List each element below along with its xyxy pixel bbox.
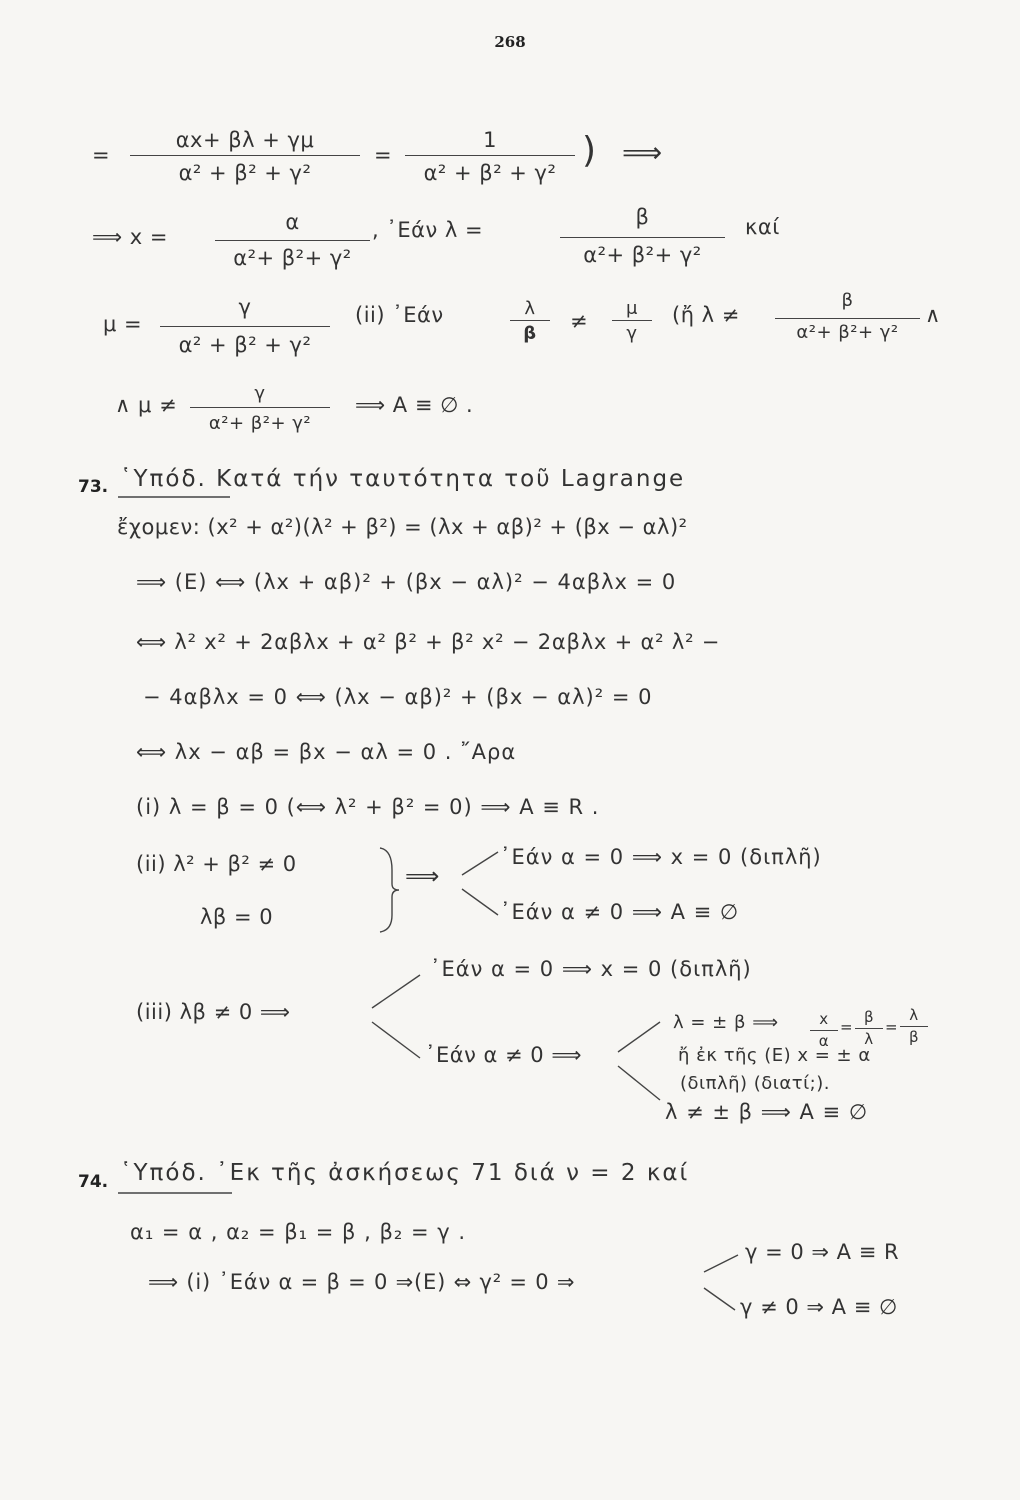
ex73-sub-2: ἤ ἐκ τῆς (E) x = ± α xyxy=(678,1045,871,1066)
page-number: 268 xyxy=(494,33,526,51)
ex73-line-5: − 4αβλx = 0 ⟺ (λx − αβ)² + (βx − αλ)² = 0 xyxy=(143,685,653,709)
eq2-mid: , ᾿Εάν λ = xyxy=(372,218,484,242)
eq1-prefix: = xyxy=(92,143,111,167)
eq-sign-2: = xyxy=(885,1018,899,1036)
eq1-frac1-denominator: α² + β² + γ² xyxy=(178,161,312,185)
ex73-line-6: ⟺ λx − αβ = βx − αλ = 0 . ῎Αρα xyxy=(136,740,517,764)
ex73-line-3: ⟹ (E) ⟺ (λx + αβ)² + (βx − αλ)² − 4αβλx = 0 xyxy=(136,570,677,594)
ex73-sub-branch-up xyxy=(618,1022,660,1052)
eq-sign: = xyxy=(840,1018,854,1036)
ex73-sub-1-prefix: λ = ± β ⟹ xyxy=(673,1012,779,1033)
ex73-ii-branch-down xyxy=(462,889,498,915)
eq4-suffix: ⟹ A ≡ ∅ . xyxy=(355,393,474,417)
ex74-branch-2: γ ≠ 0 ⇒ A ≡ ∅ xyxy=(740,1295,898,1319)
ex73-case-iii-condition: (iii) λβ ≠ 0 ⟹ xyxy=(136,1000,291,1024)
exercise-73-number: 73. xyxy=(78,477,109,497)
eq4-prefix: ∧ μ ≠ xyxy=(115,393,178,417)
eq3-frac-numerator: γ xyxy=(238,295,252,319)
eq3-frac3-numerator: μ xyxy=(626,298,638,319)
eq3-case-ii: (ii) ᾿Εάν xyxy=(355,303,444,327)
eq1-frac2-numerator: 1 xyxy=(483,128,497,152)
ex73-iii-branch-up xyxy=(372,975,420,1008)
ex73-sub-3: (διπλῆ) (διατί;). xyxy=(680,1073,830,1094)
eq3-neq: ≠ xyxy=(570,309,589,333)
eq3-frac2-numerator: λ xyxy=(524,298,536,319)
frac-b-numerator: β xyxy=(863,1008,875,1026)
eq2-kai: καί xyxy=(745,215,780,239)
ex74-line-2: α₁ = α , α₂ = β₁ = β , β₂ = γ . xyxy=(130,1220,467,1244)
eq3-frac4-numerator: β xyxy=(841,290,854,311)
ex73-case-ii-condition-2: λβ = 0 xyxy=(200,905,274,929)
ex74-line-1: ῾Υπόδ. ᾿Εκ τῆς ἀσκήσεως 71 διά ν = 2 καί xyxy=(120,1160,690,1186)
frac-x-denominator: α xyxy=(818,1032,830,1050)
eq2-frac1-numerator: α xyxy=(285,210,300,234)
eq3-frac3-denominator: γ xyxy=(626,323,638,344)
eq1-frac1-numerator: αx+ βλ + γμ xyxy=(175,128,315,152)
eq3-and: ∧ xyxy=(925,303,941,327)
eq3-frac4-denominator: α²+ β²+ γ² xyxy=(796,322,899,343)
ex73-case-iii-branch-2: ᾿Εάν α ≠ 0 ⟹ xyxy=(425,1043,582,1067)
eq3-frac-denominator: α² + β² + γ² xyxy=(178,333,312,357)
ex74-branch-1: γ = 0 ⇒ A ≡ R xyxy=(745,1240,900,1264)
ex73-ii-branch-up xyxy=(462,852,498,875)
eq3-or: (ἤ λ ≠ xyxy=(672,303,740,327)
ex73-sub-branch-down xyxy=(618,1066,660,1100)
ex74-branch-down xyxy=(704,1288,735,1310)
eq1-paren: ) xyxy=(582,130,597,171)
ex74-branch-up xyxy=(704,1255,738,1272)
frac-b-denominator: λ xyxy=(864,1030,874,1048)
eq3-frac2-denominator: β xyxy=(523,323,537,344)
frac-l-denominator: β xyxy=(908,1028,920,1046)
eq1-frac2-denominator: α² + β² + γ² xyxy=(423,161,557,185)
ex73-case-iii-branch-1: ᾿Εάν α = 0 ⟹ x = 0 (διπλῆ) xyxy=(430,957,752,981)
ex73-sub-4: λ ≠ ± β ⟹ A ≡ ∅ xyxy=(665,1100,869,1124)
eq1-arrow: ⟹ xyxy=(622,136,663,169)
ex73-case-i: (i) λ = β = 0 (⟺ λ² + β² = 0) ⟹ A ≡ R . xyxy=(136,795,600,819)
ex74-line-3: ⟹ (i) ᾿Εάν α = β = 0 ⇒(E) ⇔ γ² = 0 ⇒ xyxy=(148,1270,576,1294)
eq2-prefix: ⟹ x = xyxy=(92,225,168,249)
eq1-equals: = xyxy=(374,143,393,167)
eq2-frac2-denominator: α²+ β²+ γ² xyxy=(583,243,702,267)
ex73-line-2: ἔχομεν: (x² + α²)(λ² + β²) = (λx + αβ)² + (βx − αλ)² xyxy=(117,515,688,539)
eq2-frac2-numerator: β xyxy=(635,205,650,229)
frac-x-numerator: x xyxy=(819,1010,829,1028)
ex73-case-ii-branch-2: ᾿Εάν α ≠ 0 ⟹ A ≡ ∅ xyxy=(500,900,740,924)
exercise-74-number: 74. xyxy=(78,1172,109,1192)
eq4-frac-denominator: α²+ β²+ γ² xyxy=(208,413,312,434)
eq3-prefix: μ = xyxy=(103,312,143,336)
eq2-frac1-denominator: α²+ β²+ γ² xyxy=(233,246,352,270)
ex73-iii-branch-down xyxy=(372,1022,420,1058)
ex73-brace xyxy=(380,848,399,932)
eq4-frac-numerator: γ xyxy=(254,383,266,404)
ex73-line-4: ⟺ λ² x² + 2αβλx + α² β² + β² x² − 2αβλx + α² λ² − xyxy=(136,630,721,654)
ex73-line-1: ῾Υπόδ. Κατά τήν ταυτότητα τοῦ Lagrange xyxy=(120,466,686,492)
frac-l-numerator: λ xyxy=(909,1006,919,1024)
ex73-case-ii-arrow: ⟹ xyxy=(405,862,440,890)
ex73-case-ii-branch-1: ᾿Εάν α = 0 ⟹ x = 0 (διπλῆ) xyxy=(500,845,822,869)
ex73-case-ii-condition-1: (ii) λ² + β² ≠ 0 xyxy=(136,852,297,876)
